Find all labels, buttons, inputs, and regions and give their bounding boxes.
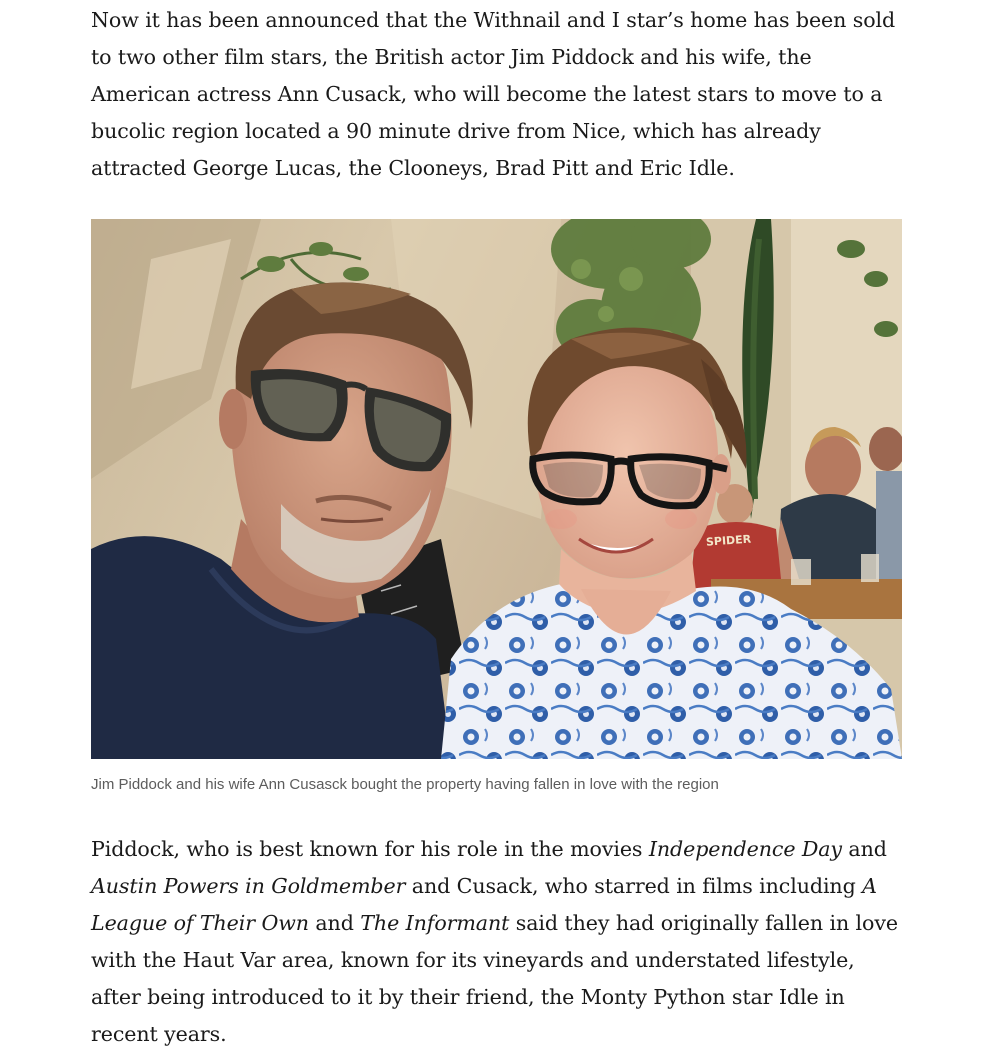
film-title-austin-powers: Austin Powers in Goldmember [91,874,406,898]
film-title-independence-day: Independence Day [648,837,842,861]
selfie-photo-illustration [91,219,902,759]
paragraph-2-text-3: and Cusack, who starred in films including [405,874,863,898]
film-title-the-informant: The Informant [360,911,510,935]
article-paragraph-1: Now it has been announced that the Withnail and I star’s home has been sold to two other film stars, the British actor Jim Piddock and his wife, the American actress Ann Cusack, who will become the latest stars to move to a bucolic region located a 90 minute drive from Nice, which has already attracted George Lucas, the Clooneys, Brad Pitt and Eric Idle. [91,8,896,180]
article-photo [91,219,902,759]
article-paragraph-2 [91,831,907,1053]
article-body [91,2,907,1053]
paragraph-2-text-2: and [841,837,887,861]
film-title-league-of-their-own: A League of Their Own [91,874,877,935]
paragraph-2-text-1: Piddock, who is best known for his role in the movies [91,837,649,861]
article-figure [91,219,907,795]
paragraph-2-text-4: and [308,911,361,935]
photo-caption: Jim Piddock and his wife Ann Cusasck bought the property having fallen in love with the region [91,776,719,793]
shirt-lettering: SPIDER [705,532,752,549]
paragraph-2-text-5: said they had originally fallen in love with the Haut Var area, known for its vineyards and understated lifestyle, after being introduced to it by their friend, the Monty Python star Idle in recent years. [91,911,898,1046]
